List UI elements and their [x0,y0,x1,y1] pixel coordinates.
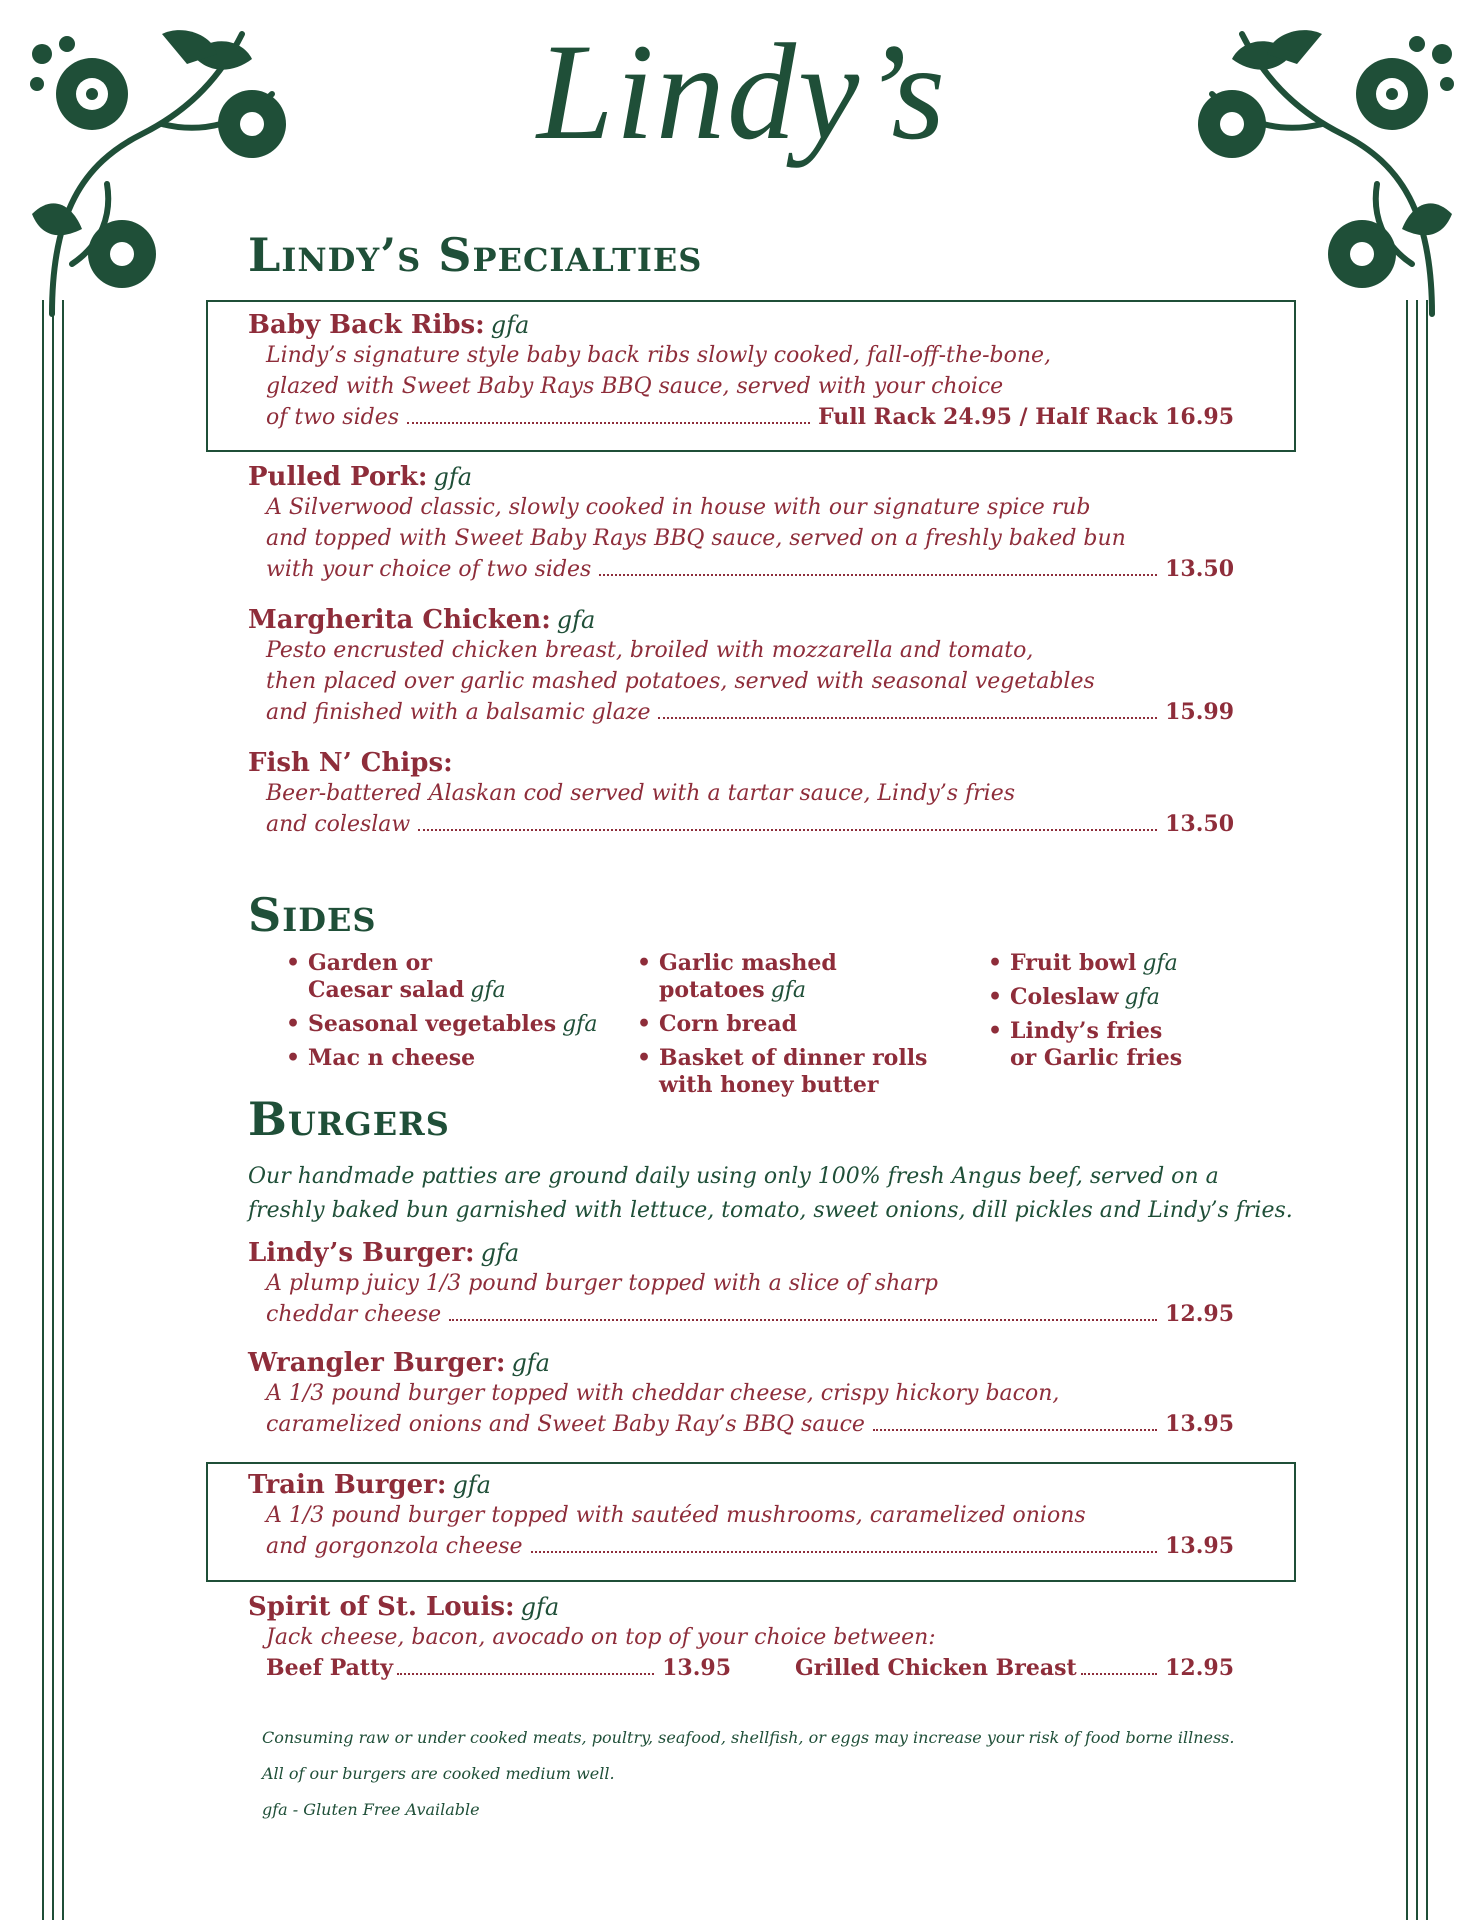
item-desc: A 1/3 pound burger topped with sautéed mushrooms, caramelized onions [266,1503,1086,1528]
item-name: Lindy’s Burger: [248,1238,475,1268]
footnote-gfa-legend: gfa - Gluten Free Available [262,1800,480,1819]
item-price: 12.95 [1165,1301,1234,1327]
border-rail-right [1406,300,1430,1920]
item-desc: and gorgonzola cheese [266,1534,523,1559]
item-name: Baby Back Ribs: [248,310,485,340]
item-desc: glazed with Sweet Baby Rays BBQ sauce, served with your choice [266,374,1004,399]
item-desc: and finished with a balsamic glaze [266,700,651,725]
item-desc: with your choice of two sides [266,557,592,582]
item-desc: cheddar cheese [266,1302,442,1327]
burgers-intro: Our handmade patties are ground daily using only 100% fresh Angus beef, served on a freshly baked bun garnished with lettuce, tomato, sweet onions, dill pickles and Lindy’s fries. [248,1164,1293,1223]
item-desc: Pesto encrusted chicken breast, broiled with mozzarella and tomato, [266,638,1034,663]
sides-column-1 [282,950,598,1079]
list-item: • Seasonal vegetables gfa [282,1011,598,1038]
gfa-tag: gfa [470,978,506,1003]
brand-logo: Lindy’s [536,15,948,168]
item-desc: A Silverwood classic, slowly cooked in house with our signature spice rub [266,495,1091,520]
item-name: Train Burger: [248,1470,447,1500]
item-desc: Lindy’s signature style baby back ribs slowly cooked, fall-off-the-bone, [266,343,1052,368]
gfa-tag: gfa [1124,985,1160,1010]
item-desc: A plump juicy 1/3 pound burger topped with a slice of sharp [266,1271,938,1296]
sides-column-2 [633,950,927,1106]
gfa-tag: gfa [490,311,530,339]
gfa-tag: gfa [520,1593,560,1621]
menu-item-pulled-pork [248,462,1234,585]
option-price: 12.95 [1165,1655,1234,1681]
option-label: Grilled Chicken Breast [795,1655,1077,1681]
item-name: Pulled Pork: [248,462,428,492]
gfa-tag: gfa [1142,951,1178,976]
sides-heading: Sides [248,888,377,942]
item-desc: Beer-battered Alaskan cod served with a tartar sauce, Lindy’s fries [266,781,1016,806]
item-desc: A 1/3 pound burger topped with cheddar cheese, crispy hickory bacon, [266,1381,1060,1406]
item-price: 13.95 [1165,1533,1234,1559]
list-item: • Fruit bowl gfa [984,950,1182,977]
list-item: • Corn bread [633,1011,927,1038]
footnote-health-warning: Consuming raw or under cooked meats, poultry, seafood, shellfish, or eggs may increase your risk of food borne illness. [262,1728,1235,1747]
gfa-tag: gfa [433,463,473,491]
gfa-tag: gfa [770,978,807,1003]
list-item: • Lindy’s fries or Garlic fries [984,1018,1182,1072]
menu-item-wrangler-burger [248,1348,1234,1440]
border-rail-left [42,300,66,1920]
floral-ornament-right-icon [1152,14,1472,334]
list-item: • Garlic mashed potatoes gfa [633,950,927,1004]
floral-ornament-left-icon [12,14,332,334]
sides-column-3 [984,950,1182,1079]
specialties-heading: Lindy’s Specialties [248,228,703,282]
item-price: Full Rack 24.95 / Half Rack 16.95 [818,404,1234,430]
gfa-tag: gfa [480,1239,520,1267]
item-desc: caramelized onions and Sweet Baby Ray’s BBQ sauce [266,1412,865,1437]
item-name: Spirit of St. Louis: [248,1592,515,1622]
item-desc: and topped with Sweet Baby Rays BBQ sauce, served on a freshly baked bun [266,526,1126,551]
item-name: Fish N’ Chips: [248,748,453,778]
gfa-tag: gfa [562,1012,598,1037]
list-item: • Mac n cheese [282,1045,598,1072]
footnote-cooked-medium-well: All of our burgers are cooked medium well. [262,1764,615,1783]
menu-item-lindys-burger [248,1238,1234,1330]
menu-item-margherita-chicken [248,605,1234,728]
list-item: • Garden or Caesar salad gfa [282,950,598,1004]
option-label: Beef Patty [266,1655,394,1681]
item-name: Wrangler Burger: [248,1348,506,1378]
item-desc: of two sides [266,405,400,430]
item-price: 13.50 [1165,811,1234,837]
menu-item-fish-n-chips [248,748,1234,840]
option-price: 13.95 [662,1655,731,1681]
item-price: 13.50 [1165,556,1234,582]
menu-item-ribs [248,310,1234,433]
item-price: 15.99 [1165,699,1234,725]
item-desc: then placed over garlic mashed potatoes, served with seasonal vegetables [266,669,1095,694]
list-item: • Basket of dinner rolls with honey butter [633,1045,927,1099]
burgers-heading: Burgers [248,1092,450,1146]
item-name: Margherita Chicken: [248,605,551,635]
gfa-tag: gfa [511,1349,550,1377]
gfa-tag: gfa [452,1471,491,1499]
gfa-tag: gfa [556,606,596,634]
list-item: • Coleslaw gfa [984,984,1182,1011]
menu-item-spirit-of-st-louis [248,1592,1234,1684]
item-price: 13.95 [1165,1411,1234,1437]
item-desc: Jack cheese, bacon, avocado on top of your choice between: [266,1625,936,1650]
item-desc: and coleslaw [266,812,411,837]
menu-item-train-burger [248,1470,1234,1562]
